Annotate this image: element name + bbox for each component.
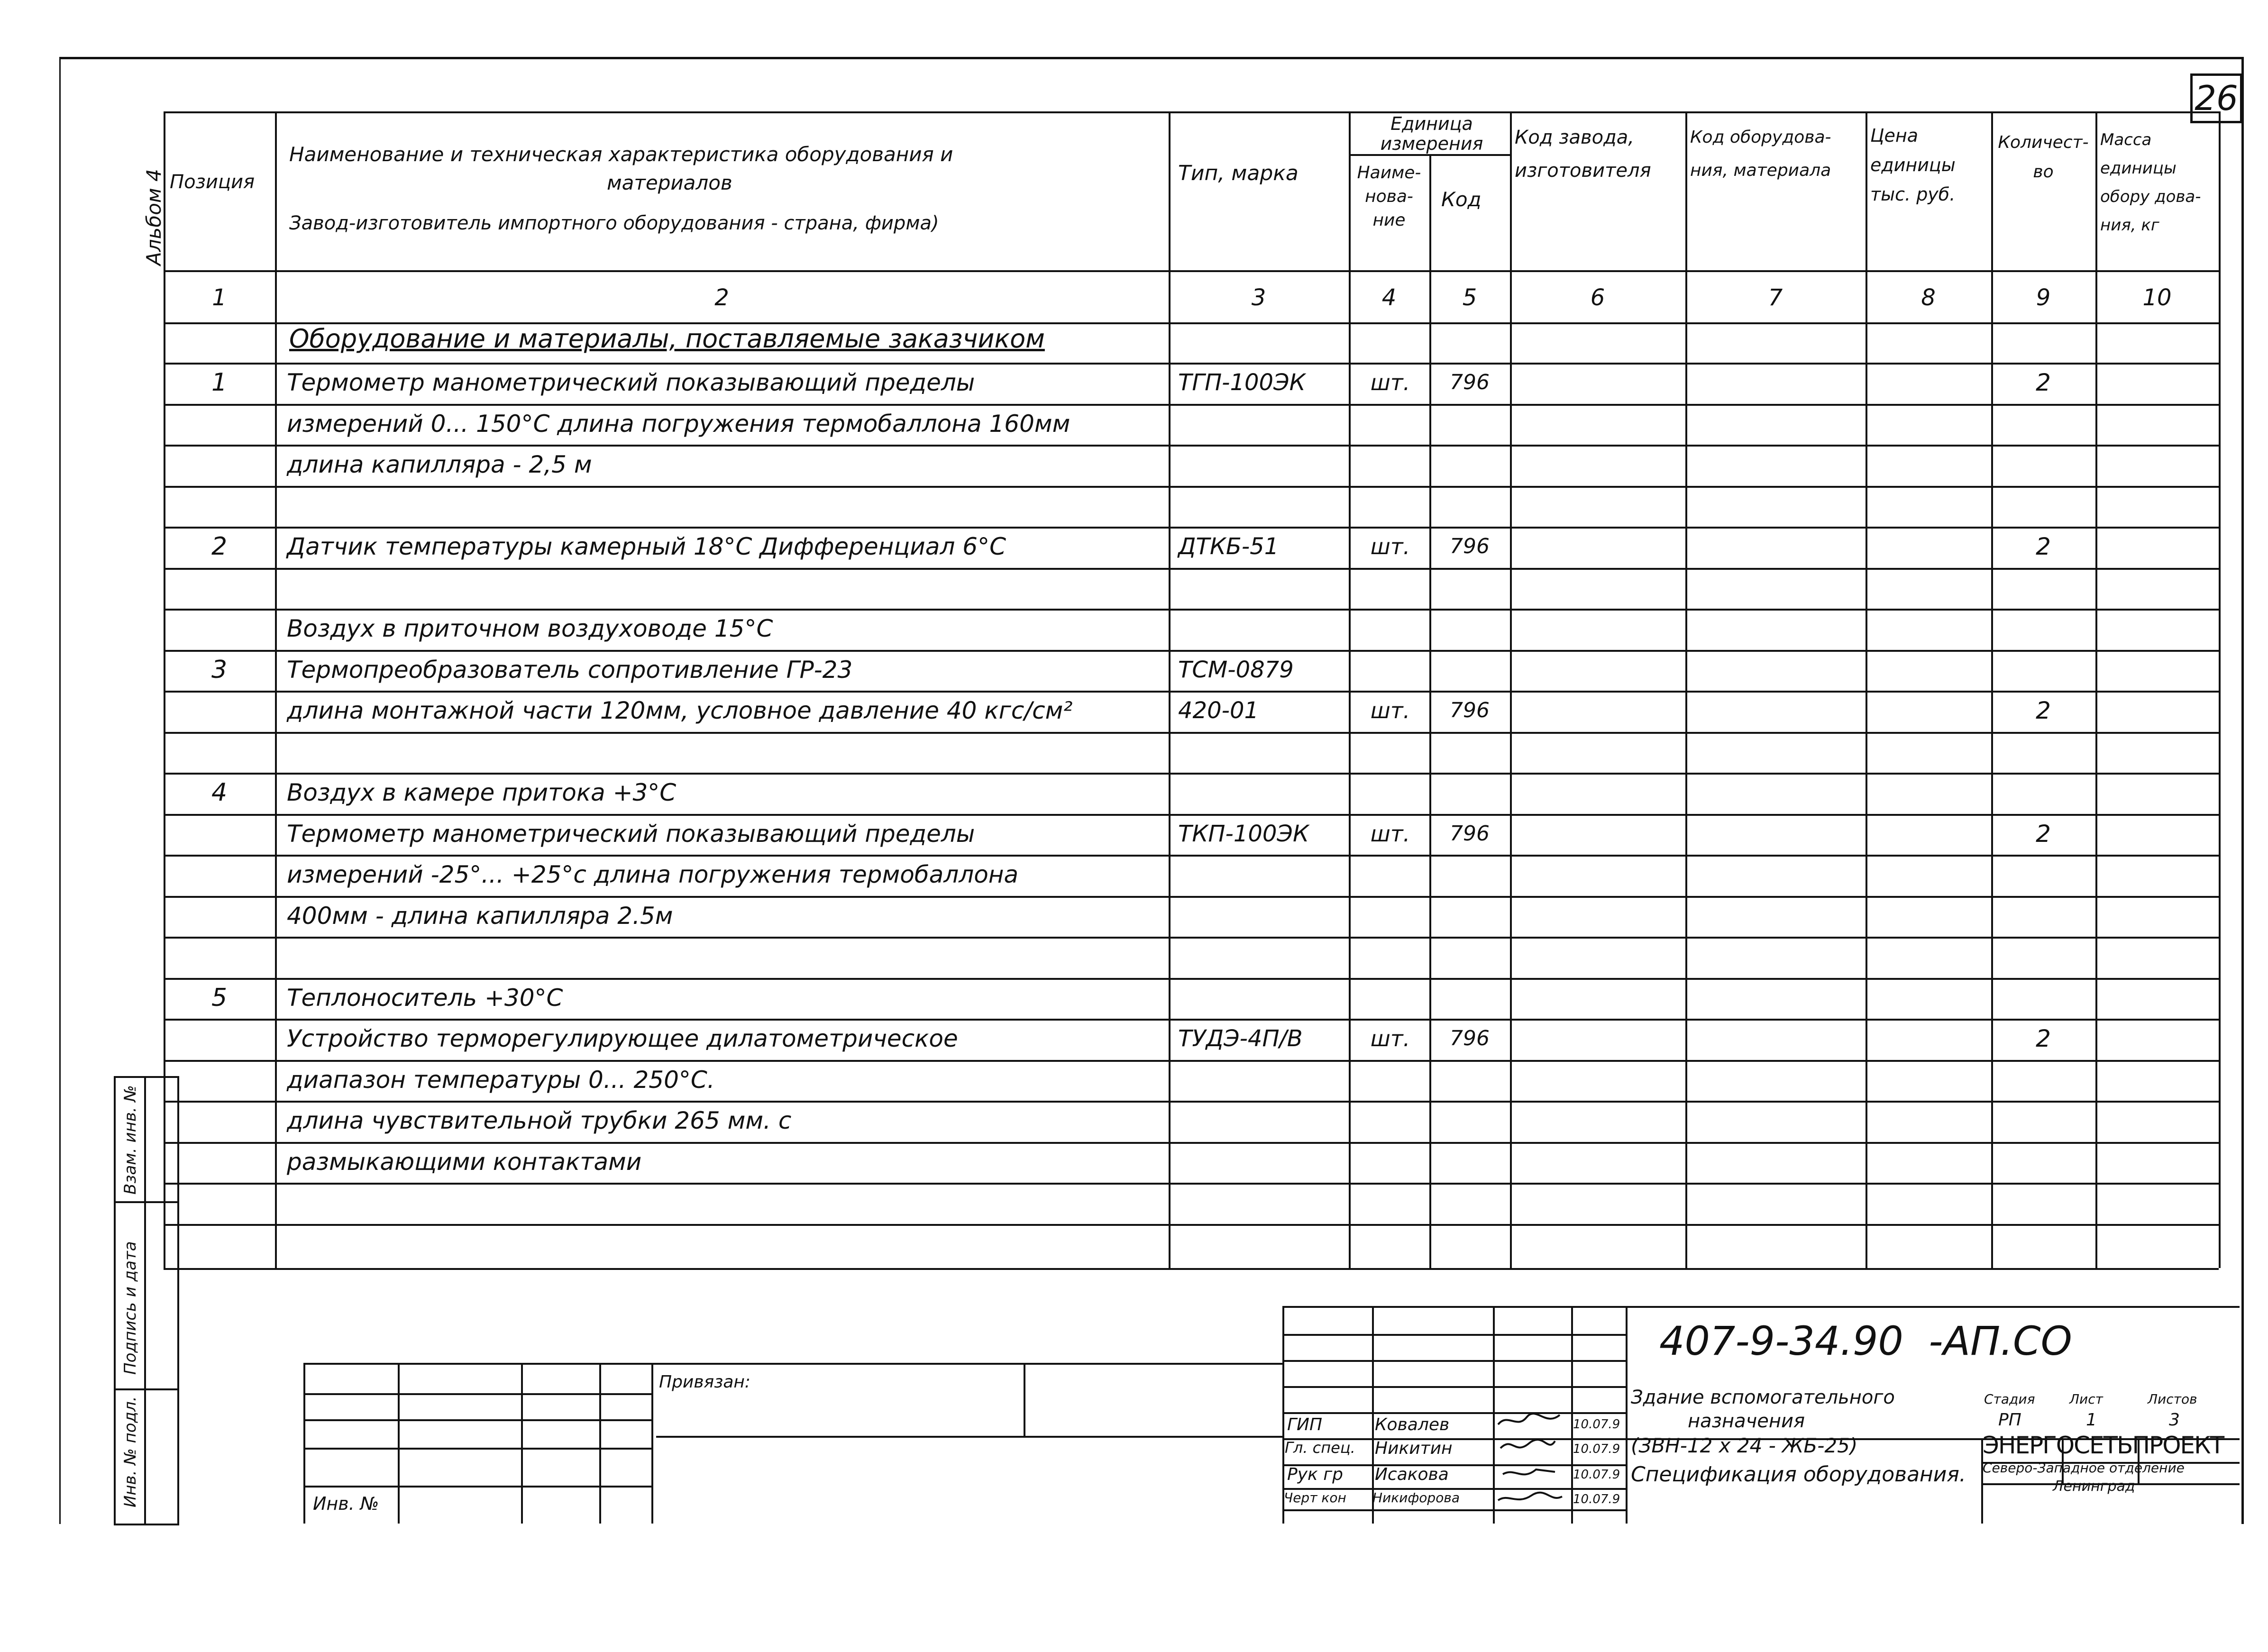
header-name-line1: Наименование и техническая характеристика оборудования и bbox=[289, 143, 953, 166]
cell-name: Воздух в приточном воздуховоде 15°С bbox=[287, 615, 773, 642]
cell-unit: шт. bbox=[1370, 370, 1410, 395]
sheet-label: Лист bbox=[2069, 1391, 2103, 1407]
cell-name: Теплоноситель +30°С bbox=[287, 984, 563, 1012]
name-kovalev: Ковалев bbox=[1375, 1415, 1450, 1434]
org-branch: Северо-Западное отделение bbox=[1983, 1460, 2185, 1476]
role-gip: ГИП bbox=[1287, 1415, 1323, 1434]
header-position: Позиция bbox=[170, 171, 255, 193]
cell-name: длина чувствительной трубки 265 мм. с bbox=[287, 1107, 792, 1134]
col-num-4: 4 bbox=[1381, 284, 1397, 311]
cell-name: измерений -25°... +25°с длина погружения термобаллона bbox=[287, 861, 1019, 888]
col-num-9: 9 bbox=[2036, 284, 2051, 311]
cell-code: 796 bbox=[1450, 1026, 1490, 1050]
cell-unit: шт. bbox=[1370, 698, 1410, 723]
role-chert-kon: Черт кон bbox=[1284, 1490, 1346, 1506]
cell-name: диапазон температуры 0... 250°С. bbox=[287, 1066, 715, 1094]
cell-position: 5 bbox=[211, 983, 228, 1012]
cell-unit: шт. bbox=[1370, 534, 1410, 559]
org-city: Ленинград bbox=[2053, 1478, 2135, 1495]
cell-qty: 2 bbox=[2036, 697, 2051, 724]
col-num-6: 6 bbox=[1590, 284, 1605, 311]
sheets-label: Листов bbox=[2148, 1391, 2197, 1407]
cell-position: 4 bbox=[211, 778, 228, 807]
doc-code: 407-9-34.90 -АП.СО bbox=[1659, 1318, 2072, 1364]
col-num-5: 5 bbox=[1462, 284, 1477, 311]
side-stamp-vzam: Взам. инв. № bbox=[121, 1085, 140, 1195]
cell-unit: шт. bbox=[1370, 821, 1410, 847]
cell-name: Термометр манометрический показывающий пределы bbox=[287, 820, 975, 848]
header-maker-code: Код завода, изготовителя bbox=[1515, 127, 1651, 182]
name-nikiforova: Никифорова bbox=[1372, 1490, 1460, 1506]
cell-name: Термометр манометрический показывающий пределы bbox=[287, 369, 975, 396]
name-nikitin: Никитин bbox=[1375, 1439, 1453, 1458]
cell-qty: 2 bbox=[2036, 820, 2051, 848]
header-unit: Единица измерения bbox=[1380, 113, 1483, 154]
role-gl-spec: Гл. спец. bbox=[1285, 1439, 1355, 1457]
building-line1: Здание вспомогательного bbox=[1631, 1387, 1895, 1408]
header-mass: Масса единицы обору дова-ния, кг bbox=[2100, 130, 2201, 235]
col-num-2: 2 bbox=[714, 284, 729, 311]
cell-qty: 2 bbox=[2036, 533, 2051, 560]
date-1: 10.07.9 bbox=[1573, 1417, 1620, 1432]
cell-type: 420-01 bbox=[1178, 697, 1259, 724]
sheet-title: Спецификация оборудования. bbox=[1631, 1462, 1966, 1487]
cell-type: ТСМ-0879 bbox=[1178, 656, 1294, 683]
page-number: 26 bbox=[2190, 73, 2242, 123]
cell-type: ТУДЭ-4П/В bbox=[1178, 1025, 1303, 1052]
header-unit-name: Наиме-нова-ние bbox=[1357, 163, 1421, 230]
header-qty: Количест-во bbox=[1998, 133, 2089, 182]
cell-qty: 2 bbox=[2036, 369, 2051, 396]
stage-value: РП bbox=[1998, 1410, 2021, 1430]
cell-name: 400мм - длина капилляра 2.5м bbox=[287, 902, 673, 930]
col-num-8: 8 bbox=[1921, 284, 1936, 311]
stage-label: Стадия bbox=[1984, 1391, 2035, 1407]
cell-position: 1 bbox=[211, 368, 228, 397]
cell-name: Датчик температуры камерный 18°С Дифференциал 6°С bbox=[287, 533, 1006, 560]
header-type: Тип, марка bbox=[1178, 161, 1299, 185]
role-ruk-gr: Рук гр bbox=[1287, 1465, 1343, 1484]
col-num-1: 1 bbox=[212, 284, 227, 311]
header-equip-code: Код оборудова-ния, материала bbox=[1690, 128, 1831, 180]
sheets-value: 3 bbox=[2169, 1410, 2180, 1430]
header-name-line2: материалов bbox=[607, 171, 732, 194]
cell-code: 796 bbox=[1450, 698, 1490, 722]
header-unit-code: Код bbox=[1441, 188, 1482, 211]
cell-code: 796 bbox=[1450, 534, 1490, 558]
date-2: 10.07.9 bbox=[1573, 1442, 1620, 1456]
col-num-3: 3 bbox=[1251, 284, 1266, 311]
col-num-7: 7 bbox=[1768, 284, 1783, 311]
side-stamp-inv: Инв. № подл. bbox=[121, 1396, 140, 1507]
privyazan-label: Привязан: bbox=[659, 1372, 751, 1392]
header-price: Цена единицы тыс. руб. bbox=[1870, 125, 1956, 205]
name-isakova: Исакова bbox=[1375, 1465, 1449, 1484]
cell-name: длина капилляра - 2,5 м bbox=[287, 451, 592, 478]
cell-name: Термопреобразователь сопротивление ГР-23 bbox=[287, 656, 853, 684]
sheet-value: 1 bbox=[2086, 1410, 2097, 1430]
cell-name: Воздух в камере притока +3°С bbox=[287, 779, 677, 806]
date-3: 10.07.9 bbox=[1573, 1468, 1620, 1482]
building-line3: (ЗВН-12 х 24 - ЖБ-25) bbox=[1631, 1434, 1858, 1457]
cell-type: ТКП-100ЭК bbox=[1178, 820, 1309, 847]
cell-name: измерений 0... 150°С длина погружения термобаллона 160мм bbox=[287, 410, 1070, 438]
org-name: ЭНЕРГОСЕТЬПРОЕКТ bbox=[1983, 1432, 2224, 1459]
cell-position: 2 bbox=[211, 532, 228, 561]
signatures bbox=[1493, 1410, 1569, 1519]
building-line2: назначения bbox=[1688, 1410, 1805, 1432]
cell-name: размыкающими контактами bbox=[287, 1148, 642, 1176]
cell-name: Устройство терморегулирующее дилатометрическое bbox=[287, 1025, 958, 1052]
inv-no-label: Инв. № bbox=[313, 1493, 379, 1514]
cell-qty: 2 bbox=[2036, 1025, 2051, 1052]
section-title: Оборудование и материалы, поставляемые заказчиком bbox=[289, 324, 1045, 354]
cell-position: 3 bbox=[211, 655, 228, 684]
cell-code: 796 bbox=[1450, 370, 1490, 394]
cell-type: ТГП-100ЭК bbox=[1178, 369, 1306, 396]
cell-type: ДТКБ-51 bbox=[1178, 533, 1279, 560]
header-name-line3: Завод-изготовитель импортного оборудования - страна, фирма) bbox=[289, 212, 939, 234]
album-label: Альбом 4 bbox=[142, 169, 165, 265]
col-num-10: 10 bbox=[2142, 284, 2172, 311]
cell-name: длина монтажной части 120мм, условное давление 40 кгс/см² bbox=[287, 697, 1073, 724]
side-stamp-sign: Подпись и дата bbox=[121, 1241, 140, 1375]
cell-code: 796 bbox=[1450, 821, 1490, 846]
cell-unit: шт. bbox=[1370, 1026, 1410, 1051]
privyazan-block bbox=[303, 1363, 1284, 1524]
date-4: 10.07.9 bbox=[1573, 1492, 1620, 1506]
